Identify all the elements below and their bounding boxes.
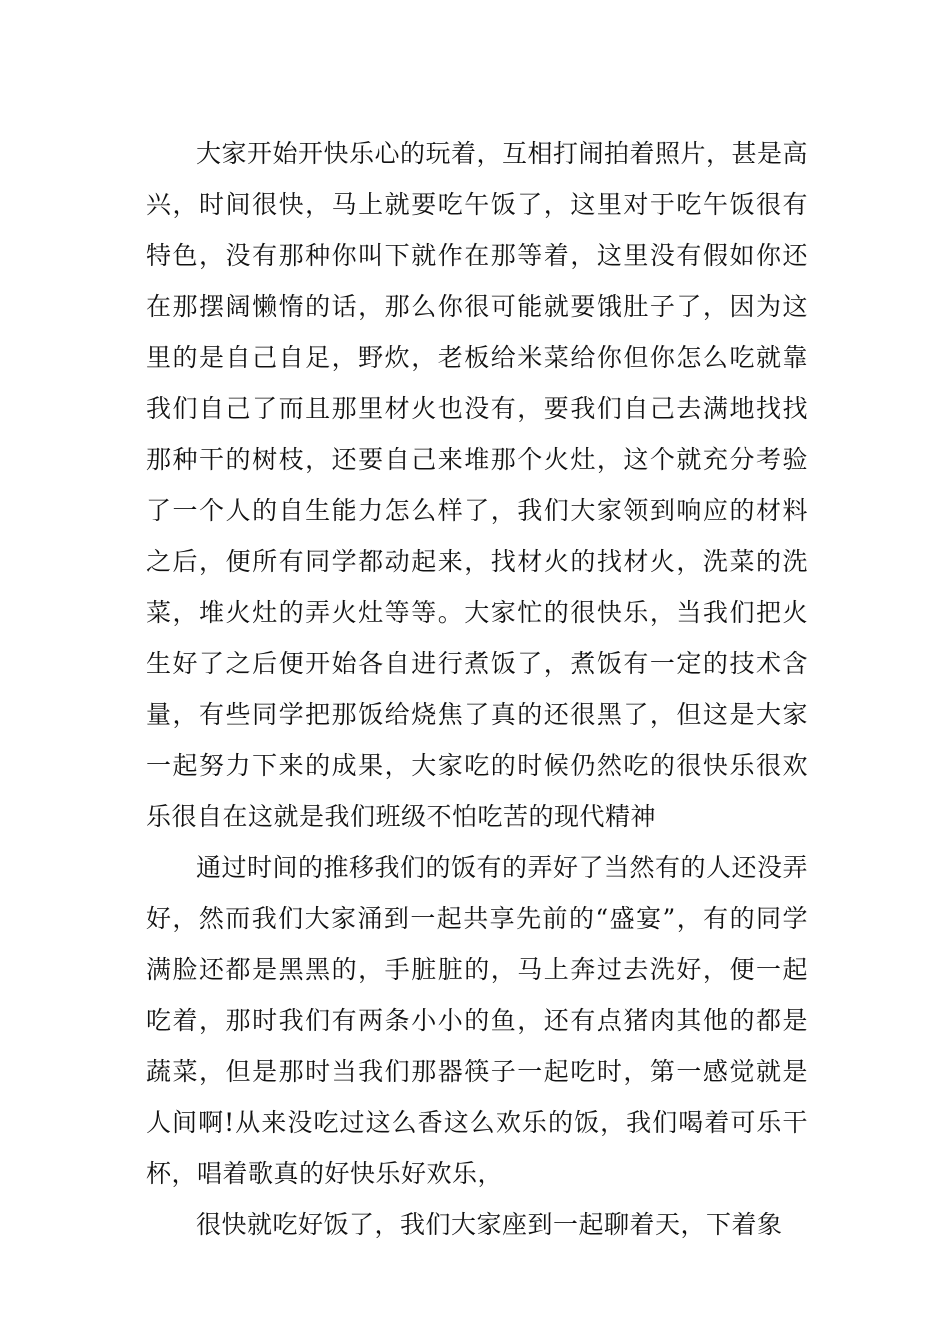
paragraph-after-meal: 很快就吃好饭了，我们大家座到一起聊着天，下着象 <box>196 1210 783 1239</box>
paragraph-lunch-cooking: 大家开始开快乐心的玩着，互相打闹拍着照片，甚是高兴，时间很快，马上就要吃午饭了，这里对于吃午饭很有特色，没有那种你叫下就作在那等着，这里没有假如你还在那摆阔懒惰的话，那么你很可能就要饿肚子了，因为这里的是自己自足，野炊，老板给米菜给你但你怎么吃就靠我们自己了而且那里材火也没有，要我们自己去满地找找那种干的树枝，还要自己来堆那个火灶，这个就充分考验了一个人的自生能力怎么样了，我们大家领到响应的材料之后，便所有同学都动起来，找材火的找材火，洗菜的洗菜，堆火灶的弄火灶等等。大家忙的很快乐，当我们把火生好了之后便开始各自进行煮饭了，煮饭有一定的技术含量，有些同学把那饭给烧焦了真的还很黑了，但这是大家一起努力下来的成果，大家吃的时候仍然吃的很快乐很欢乐很自在这就是我们班级不怕吃苦的现代精神 <box>146 139 809 831</box>
document-page <box>146 128 808 1250</box>
paragraph-shared-feast: 通过时间的推移我们的饭有的弄好了当然有的人还没弄好，然而我们大家涌到一起共享先前的“盛宴”，有的同学满脸还都是黑黑的，手脏脏的，马上奔过去洗好，便一起吃着，那时我们有两条小小的鱼，还有点猪肉其他的都是蔬菜，但是那时当我们那器筷子一起吃时，第一感觉就是人间啊!从来没吃过这么香这么欢乐的饭，我们喝着可乐干杯，唱着歌真的好快乐好欢乐， <box>146 853 809 1188</box>
